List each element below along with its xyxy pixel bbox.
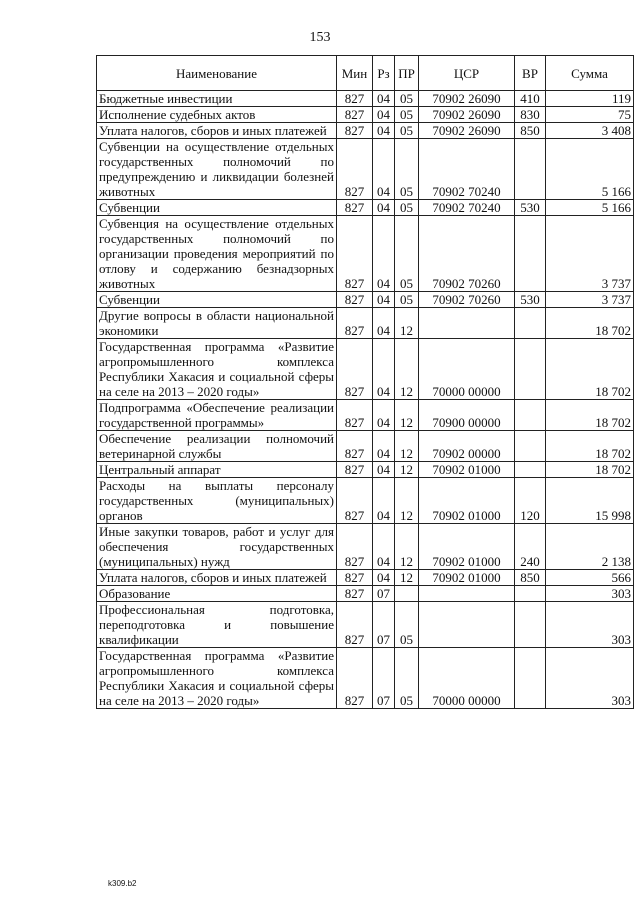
cell-vr [515,431,546,462]
cell-csr: 70000 00000 [419,648,515,709]
cell-csr: 70902 01000 [419,570,515,586]
cell-sum: 2 138 [546,524,634,570]
cell-sum: 5 166 [546,139,634,200]
cell-pr: 05 [395,648,419,709]
cell-min: 827 [337,200,373,216]
cell-pr: 12 [395,462,419,478]
footer-code: k309.b2 [108,879,137,888]
table-row [97,478,634,524]
cell-sum: 75 [546,107,634,123]
cell-csr [419,602,515,648]
cell-csr: 70902 01000 [419,524,515,570]
cell-name: Субвенции [97,292,337,308]
cell-rz: 07 [373,586,395,602]
cell-sum: 18 702 [546,462,634,478]
header-min: Мин [337,56,373,91]
cell-vr [515,339,546,400]
cell-min: 827 [337,462,373,478]
cell-name: Субвенции [97,200,337,216]
cell-csr: 70900 00000 [419,400,515,431]
table-row [97,648,634,709]
cell-rz: 04 [373,570,395,586]
cell-name: Государственная программа «Развитие агропромышленного комплекса Республики Хакасия и социальной сферы на селе на 2013 – 2020 годы» [97,648,337,709]
header-rz: Рз [373,56,395,91]
cell-csr [419,586,515,602]
cell-name: Образование [97,586,337,602]
cell-pr: 12 [395,308,419,339]
table-row [97,292,634,308]
cell-vr: 850 [515,123,546,139]
cell-sum: 303 [546,586,634,602]
cell-min: 827 [337,570,373,586]
page-number: 153 [309,30,331,45]
cell-sum: 18 702 [546,400,634,431]
cell-pr: 12 [395,570,419,586]
cell-sum: 303 [546,602,634,648]
cell-name: Центральный аппарат [97,462,337,478]
cell-name: Подпрограмма «Обеспечение реализации государственной программы» [97,400,337,431]
cell-sum: 566 [546,570,634,586]
table-row [97,524,634,570]
cell-name: Иные закупки товаров, работ и услуг для обеспечения государственных (муниципальных) нужд [97,524,337,570]
table-row [97,107,634,123]
cell-min: 827 [337,308,373,339]
header-vr: ВР [515,56,546,91]
cell-sum: 15 998 [546,478,634,524]
cell-pr: 12 [395,400,419,431]
cell-rz: 04 [373,462,395,478]
cell-csr: 70902 70260 [419,292,515,308]
cell-vr: 410 [515,91,546,107]
cell-min: 827 [337,123,373,139]
header-name: Наименование [97,56,337,91]
cell-min: 827 [337,648,373,709]
cell-pr: 12 [395,478,419,524]
header-sum: Сумма [546,56,634,91]
cell-sum: 18 702 [546,339,634,400]
cell-name: Субвенции на осуществление отдельных государственных полномочий по предупреждению и ликвидации болезней животных [97,139,337,200]
cell-vr [515,462,546,478]
cell-min: 827 [337,107,373,123]
cell-rz: 04 [373,400,395,431]
cell-rz: 04 [373,139,395,200]
cell-sum: 303 [546,648,634,709]
cell-pr: 05 [395,602,419,648]
cell-sum: 119 [546,91,634,107]
cell-min: 827 [337,586,373,602]
cell-min: 827 [337,216,373,292]
table-row [97,216,634,292]
header-csr: ЦСР [419,56,515,91]
cell-rz: 04 [373,200,395,216]
cell-vr [515,400,546,431]
cell-min: 827 [337,431,373,462]
cell-sum: 3 737 [546,292,634,308]
cell-csr: 70902 26090 [419,107,515,123]
cell-rz: 04 [373,431,395,462]
cell-rz: 04 [373,478,395,524]
table-row [97,400,634,431]
cell-csr: 70902 70240 [419,200,515,216]
cell-vr: 530 [515,292,546,308]
cell-sum: 3 737 [546,216,634,292]
table-row [97,91,634,107]
cell-name: Обеспечение реализации полномочий ветеринарной службы [97,431,337,462]
cell-pr: 05 [395,107,419,123]
cell-rz: 04 [373,339,395,400]
cell-vr: 850 [515,570,546,586]
cell-rz: 04 [373,107,395,123]
table-row [97,139,634,200]
cell-csr: 70902 26090 [419,123,515,139]
table-row [97,431,634,462]
cell-name: Расходы на выплаты персоналу государственных (муниципальных) органов [97,478,337,524]
cell-min: 827 [337,478,373,524]
cell-csr: 70902 00000 [419,431,515,462]
cell-vr [515,308,546,339]
cell-rz: 07 [373,648,395,709]
cell-vr [515,586,546,602]
table-row [97,339,634,400]
cell-csr: 70902 70260 [419,216,515,292]
cell-pr: 05 [395,123,419,139]
cell-csr: 70000 00000 [419,339,515,400]
cell-rz: 04 [373,308,395,339]
cell-min: 827 [337,602,373,648]
cell-name: Бюджетные инвестиции [97,91,337,107]
cell-csr: 70902 01000 [419,462,515,478]
cell-pr: 05 [395,139,419,200]
cell-min: 827 [337,524,373,570]
table-row [97,123,634,139]
cell-pr: 05 [395,200,419,216]
cell-pr: 12 [395,339,419,400]
cell-vr [515,648,546,709]
table-row [97,602,634,648]
cell-rz: 04 [373,123,395,139]
table-row [97,586,634,602]
cell-vr: 120 [515,478,546,524]
cell-rz: 07 [373,602,395,648]
cell-vr: 240 [515,524,546,570]
cell-rz: 04 [373,292,395,308]
cell-csr: 70902 26090 [419,91,515,107]
cell-min: 827 [337,292,373,308]
cell-min: 827 [337,139,373,200]
table-row [97,570,634,586]
table-row [97,462,634,478]
cell-pr: 05 [395,216,419,292]
header-pr: ПР [395,56,419,91]
cell-rz: 04 [373,91,395,107]
cell-csr: 70902 01000 [419,478,515,524]
cell-name: Субвенция на осуществление отдельных государственных полномочий по организации проведения мероприятий по отлову и содержанию безнадзорных животных [97,216,337,292]
cell-name: Государственная программа «Развитие агропромышленного комплекса Республики Хакасия и социальной сферы на селе на 2013 – 2020 годы» [97,339,337,400]
cell-vr: 830 [515,107,546,123]
cell-name: Уплата налогов, сборов и иных платежей [97,123,337,139]
table-row [97,308,634,339]
cell-sum: 18 702 [546,431,634,462]
cell-pr: 12 [395,431,419,462]
cell-min: 827 [337,91,373,107]
table-header-row [97,56,634,91]
cell-rz: 04 [373,524,395,570]
cell-min: 827 [337,400,373,431]
budget-table [96,55,634,709]
cell-pr: 05 [395,292,419,308]
cell-vr: 530 [515,200,546,216]
cell-pr: 12 [395,524,419,570]
table-row [97,200,634,216]
cell-csr [419,308,515,339]
cell-vr [515,602,546,648]
cell-pr: 05 [395,91,419,107]
cell-sum: 18 702 [546,308,634,339]
cell-min: 827 [337,339,373,400]
cell-sum: 3 408 [546,123,634,139]
cell-name: Профессиональная подготовка, переподготовка и повышение квалификации [97,602,337,648]
cell-name: Другие вопросы в области национальной экономики [97,308,337,339]
cell-name: Уплата налогов, сборов и иных платежей [97,570,337,586]
cell-rz: 04 [373,216,395,292]
table-body [97,91,634,709]
cell-name: Исполнение судебных актов [97,107,337,123]
cell-sum: 5 166 [546,200,634,216]
cell-vr [515,216,546,292]
cell-pr [395,586,419,602]
cell-csr: 70902 70240 [419,139,515,200]
cell-vr [515,139,546,200]
